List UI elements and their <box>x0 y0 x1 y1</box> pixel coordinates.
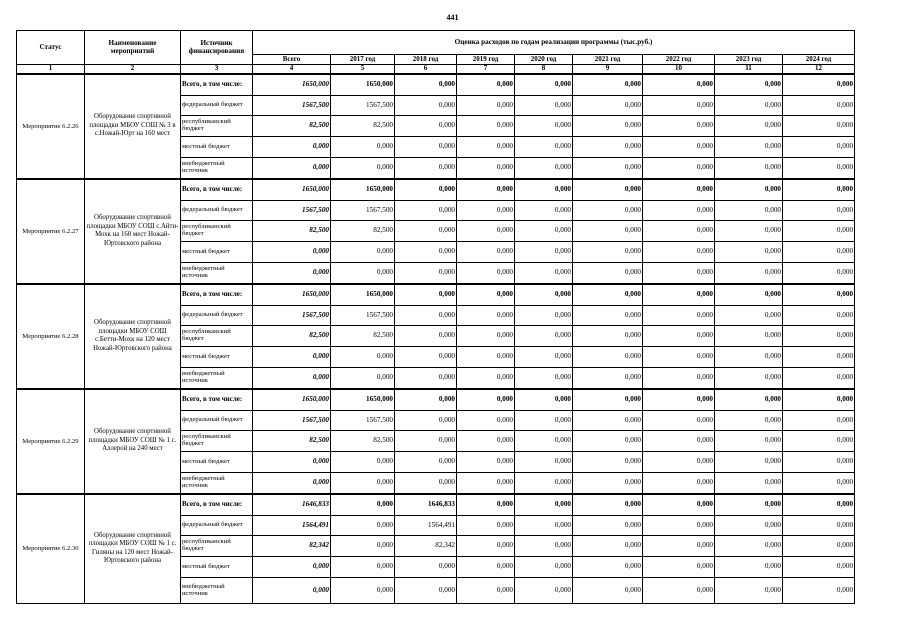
amount-year: 0,000 <box>573 158 643 179</box>
funding-source: внебюджетный источник <box>181 578 253 604</box>
amount-year: 0,000 <box>573 74 643 96</box>
amount-year: 0,000 <box>395 326 457 347</box>
amount-year: 0,000 <box>395 347 457 368</box>
column-number: 12 <box>783 65 855 74</box>
amount-year: 82,500 <box>331 221 395 242</box>
funding-source: федеральный бюджет <box>181 96 253 116</box>
amount-year: 0,000 <box>573 306 643 326</box>
amount-year: 0,000 <box>395 201 457 221</box>
amount-year: 0,000 <box>715 368 783 389</box>
amount-year: 0,000 <box>573 389 643 411</box>
amount-year: 0,000 <box>643 368 715 389</box>
table-row <box>17 74 855 96</box>
amount-year: 0,000 <box>331 263 395 284</box>
amount-year: 0,000 <box>715 74 783 96</box>
column-number: 5 <box>331 65 395 74</box>
amount-year: 0,000 <box>515 473 573 494</box>
amount-year: 0,000 <box>573 137 643 158</box>
measure-status: Мероприятие 6.2.26 <box>17 74 85 179</box>
amount-year: 0,000 <box>715 389 783 411</box>
amount-year: 0,000 <box>643 116 715 137</box>
amount-year: 0,000 <box>515 368 573 389</box>
amount-year: 0,000 <box>457 242 515 263</box>
amount-year: 0,000 <box>457 96 515 116</box>
amount-year: 82,342 <box>395 536 457 557</box>
amount-year: 0,000 <box>573 221 643 242</box>
amount-year: 0,000 <box>715 221 783 242</box>
table-row <box>17 284 855 306</box>
amount-year: 1567,500 <box>331 411 395 431</box>
amount-year: 0,000 <box>783 536 855 557</box>
funding-source: республиканский бюджет <box>181 326 253 347</box>
amount-year: 0,000 <box>395 306 457 326</box>
amount-total: 1650,000 <box>253 74 331 96</box>
amount-year: 0,000 <box>457 137 515 158</box>
amount-year: 0,000 <box>395 158 457 179</box>
amount-year: 0,000 <box>573 473 643 494</box>
amount-year: 0,000 <box>395 96 457 116</box>
header-year: 2023 год <box>715 55 783 65</box>
amount-year: 1650,000 <box>331 179 395 201</box>
amount-year: 0,000 <box>457 557 515 578</box>
measure-name: Оборудование спортивной площадки МБОУ СОШ с.Айти-Мохк на 160 мест Ножай-Юртовского района <box>85 179 181 284</box>
amount-year: 0,000 <box>331 473 395 494</box>
amount-year: 0,000 <box>515 96 573 116</box>
amount-year: 0,000 <box>715 179 783 201</box>
funding-source: Всего, в том числе: <box>181 284 253 306</box>
amount-year: 0,000 <box>395 74 457 96</box>
amount-year: 0,000 <box>643 473 715 494</box>
measure-status: Мероприятие 6.2.27 <box>17 179 85 284</box>
amount-total: 1567,500 <box>253 306 331 326</box>
header-year: 2017 год <box>331 55 395 65</box>
amount-year: 0,000 <box>515 158 573 179</box>
amount-year: 0,000 <box>457 494 515 516</box>
table-row <box>17 494 855 516</box>
amount-year: 0,000 <box>643 96 715 116</box>
amount-year: 0,000 <box>457 263 515 284</box>
amount-year: 0,000 <box>457 221 515 242</box>
amount-year: 0,000 <box>395 411 457 431</box>
amount-year: 0,000 <box>515 116 573 137</box>
amount-year: 0,000 <box>643 347 715 368</box>
amount-year: 0,000 <box>457 578 515 604</box>
amount-year: 0,000 <box>457 326 515 347</box>
amount-total: 1650,000 <box>253 284 331 306</box>
amount-year: 0,000 <box>715 306 783 326</box>
column-number: 9 <box>573 65 643 74</box>
funding-source: местный бюджет <box>181 242 253 263</box>
amount-year: 0,000 <box>457 411 515 431</box>
column-number: 6 <box>395 65 457 74</box>
amount-total: 82,500 <box>253 116 331 137</box>
column-number: 1 <box>17 65 85 74</box>
amount-year: 0,000 <box>515 74 573 96</box>
amount-year: 0,000 <box>715 473 783 494</box>
amount-year: 0,000 <box>783 306 855 326</box>
amount-year: 0,000 <box>643 306 715 326</box>
measure-status: Мероприятие 6.2.30 <box>17 494 85 604</box>
amount-year: 0,000 <box>783 326 855 347</box>
amount-year: 0,000 <box>643 389 715 411</box>
amount-total: 0,000 <box>253 473 331 494</box>
header-year: 2024 год <box>783 55 855 65</box>
amount-total: 82,500 <box>253 221 331 242</box>
amount-year: 0,000 <box>331 242 395 263</box>
amount-year: 0,000 <box>457 452 515 473</box>
amount-total: 0,000 <box>253 137 331 158</box>
amount-year: 1567,500 <box>331 96 395 116</box>
amount-year: 0,000 <box>395 578 457 604</box>
amount-year: 0,000 <box>715 536 783 557</box>
amount-year: 0,000 <box>783 96 855 116</box>
amount-year: 0,000 <box>783 263 855 284</box>
header-year: 2022 год <box>643 55 715 65</box>
amount-year: 0,000 <box>395 452 457 473</box>
amount-year: 0,000 <box>643 284 715 306</box>
amount-year: 0,000 <box>643 557 715 578</box>
table-row <box>17 179 855 201</box>
header-year: 2021 год <box>573 55 643 65</box>
amount-year: 0,000 <box>515 411 573 431</box>
amount-total: 1564,491 <box>253 516 331 536</box>
amount-year: 0,000 <box>573 347 643 368</box>
amount-year: 0,000 <box>515 137 573 158</box>
amount-year: 0,000 <box>457 201 515 221</box>
amount-year: 0,000 <box>783 557 855 578</box>
amount-year: 0,000 <box>395 431 457 452</box>
amount-year: 0,000 <box>715 201 783 221</box>
amount-year: 0,000 <box>715 452 783 473</box>
amount-year: 0,000 <box>515 578 573 604</box>
amount-year: 0,000 <box>643 263 715 284</box>
amount-year: 0,000 <box>573 116 643 137</box>
amount-year: 0,000 <box>783 347 855 368</box>
column-number: 2 <box>85 65 181 74</box>
amount-year: 0,000 <box>331 536 395 557</box>
amount-year: 0,000 <box>515 284 573 306</box>
funding-source: Всего, в том числе: <box>181 389 253 411</box>
amount-year: 0,000 <box>643 137 715 158</box>
amount-year: 0,000 <box>783 179 855 201</box>
amount-year: 0,000 <box>573 284 643 306</box>
amount-year: 0,000 <box>515 536 573 557</box>
amount-year: 0,000 <box>515 557 573 578</box>
amount-year: 0,000 <box>573 242 643 263</box>
amount-year: 0,000 <box>515 347 573 368</box>
page-number: 441 <box>446 13 459 22</box>
amount-total: 0,000 <box>253 557 331 578</box>
amount-total: 0,000 <box>253 368 331 389</box>
amount-year: 0,000 <box>643 431 715 452</box>
amount-year: 0,000 <box>515 242 573 263</box>
amount-year: 0,000 <box>643 158 715 179</box>
amount-year: 0,000 <box>331 578 395 604</box>
amount-year: 0,000 <box>715 347 783 368</box>
amount-year: 0,000 <box>457 158 515 179</box>
funding-source: федеральный бюджет <box>181 411 253 431</box>
amount-year: 0,000 <box>395 284 457 306</box>
amount-year: 0,000 <box>783 201 855 221</box>
amount-year: 0,000 <box>515 201 573 221</box>
amount-year: 0,000 <box>457 306 515 326</box>
amount-year: 0,000 <box>395 116 457 137</box>
amount-total: 82,500 <box>253 326 331 347</box>
amount-year: 0,000 <box>783 242 855 263</box>
funding-source: федеральный бюджет <box>181 201 253 221</box>
amount-year: 0,000 <box>715 284 783 306</box>
amount-year: 1646,833 <box>395 494 457 516</box>
amount-year: 0,000 <box>395 242 457 263</box>
amount-total: 0,000 <box>253 578 331 604</box>
measure-name: Оборудование спортивной площадки МБОУ СОШ № 3 в с.Ножай-Юрт на 160 мест <box>85 74 181 179</box>
amount-year: 0,000 <box>395 137 457 158</box>
measure-name: Оборудование спортивной площадки МБОУ СОШ № 1 с. Аллерой на 240 мест <box>85 389 181 494</box>
amount-total: 82,342 <box>253 536 331 557</box>
amount-year: 0,000 <box>783 137 855 158</box>
amount-year: 0,000 <box>395 263 457 284</box>
measure-name: Оборудование спортивной площадки МБОУ СОШ № 1 с. Гиляны на 120 мест Ножай-Юртовского района <box>85 494 181 604</box>
amount-year: 0,000 <box>457 347 515 368</box>
header-source: Источник финансирования <box>181 31 253 65</box>
amount-year: 0,000 <box>643 221 715 242</box>
amount-year: 0,000 <box>515 179 573 201</box>
amount-year: 0,000 <box>783 368 855 389</box>
amount-year: 0,000 <box>573 431 643 452</box>
amount-year: 0,000 <box>331 516 395 536</box>
amount-year: 0,000 <box>783 411 855 431</box>
header-estimate: Оценка расходов по годам реализации программы (тыс.руб.) <box>253 31 855 55</box>
amount-year: 0,000 <box>457 431 515 452</box>
amount-year: 0,000 <box>715 242 783 263</box>
column-number: 8 <box>515 65 573 74</box>
funding-source: внебюджетный источник <box>181 263 253 284</box>
amount-year: 0,000 <box>643 242 715 263</box>
amount-year: 0,000 <box>395 473 457 494</box>
amount-total: 1650,000 <box>253 389 331 411</box>
header-year: 2019 год <box>457 55 515 65</box>
amount-year: 0,000 <box>715 96 783 116</box>
amount-year: 0,000 <box>783 74 855 96</box>
amount-year: 0,000 <box>573 411 643 431</box>
amount-year: 0,000 <box>573 452 643 473</box>
amount-year: 0,000 <box>783 452 855 473</box>
amount-year: 0,000 <box>643 326 715 347</box>
amount-year: 0,000 <box>515 389 573 411</box>
amount-year: 0,000 <box>715 494 783 516</box>
amount-year: 82,500 <box>331 326 395 347</box>
table-row <box>17 389 855 411</box>
header-name: Наименование мероприятий <box>85 31 181 65</box>
amount-year: 0,000 <box>783 284 855 306</box>
amount-year: 0,000 <box>715 578 783 604</box>
amount-total: 1567,500 <box>253 201 331 221</box>
amount-year: 0,000 <box>457 516 515 536</box>
amount-year: 0,000 <box>395 221 457 242</box>
amount-year: 0,000 <box>643 452 715 473</box>
funding-source: республиканский бюджет <box>181 116 253 137</box>
amount-year: 0,000 <box>783 578 855 604</box>
amount-year: 0,000 <box>515 431 573 452</box>
amount-year: 0,000 <box>783 389 855 411</box>
funding-source: внебюджетный источник <box>181 473 253 494</box>
amount-year: 0,000 <box>331 452 395 473</box>
funding-source: республиканский бюджет <box>181 221 253 242</box>
column-numbers-row <box>17 65 855 74</box>
amount-year: 0,000 <box>331 368 395 389</box>
header-status: Статус <box>17 31 85 65</box>
amount-year: 0,000 <box>457 389 515 411</box>
column-number: 10 <box>643 65 715 74</box>
amount-total: 82,500 <box>253 431 331 452</box>
measure-name: Оборудование спортивной площадки МБОУ СОШ с.Бетти-Мохк на 120 мест Ножай-Юртовского района <box>85 284 181 389</box>
amount-year: 0,000 <box>515 221 573 242</box>
amount-year: 82,500 <box>331 431 395 452</box>
amount-year: 0,000 <box>331 158 395 179</box>
amount-year: 0,000 <box>643 516 715 536</box>
amount-total: 0,000 <box>253 242 331 263</box>
header-year: 2020 год <box>515 55 573 65</box>
measure-status: Мероприятие 6.2.28 <box>17 284 85 389</box>
column-number: 4 <box>253 65 331 74</box>
amount-year: 0,000 <box>395 368 457 389</box>
budget-table <box>16 30 855 604</box>
amount-year: 0,000 <box>395 557 457 578</box>
amount-year: 0,000 <box>515 326 573 347</box>
amount-total: 0,000 <box>253 158 331 179</box>
amount-year: 0,000 <box>715 263 783 284</box>
amount-year: 0,000 <box>573 96 643 116</box>
funding-source: Всего, в том числе: <box>181 494 253 516</box>
funding-source: республиканский бюджет <box>181 536 253 557</box>
funding-source: местный бюджет <box>181 347 253 368</box>
amount-year: 0,000 <box>573 201 643 221</box>
funding-source: местный бюджет <box>181 137 253 158</box>
amount-year: 0,000 <box>573 536 643 557</box>
amount-year: 0,000 <box>457 284 515 306</box>
amount-year: 0,000 <box>715 326 783 347</box>
amount-year: 0,000 <box>715 137 783 158</box>
amount-year: 0,000 <box>715 557 783 578</box>
amount-year: 0,000 <box>783 473 855 494</box>
funding-source: внебюджетный источник <box>181 368 253 389</box>
amount-year: 0,000 <box>515 306 573 326</box>
amount-year: 0,000 <box>573 578 643 604</box>
amount-year: 0,000 <box>643 494 715 516</box>
amount-year: 0,000 <box>643 411 715 431</box>
funding-source: республиканский бюджет <box>181 431 253 452</box>
amount-year: 0,000 <box>643 201 715 221</box>
amount-year: 82,500 <box>331 116 395 137</box>
amount-total: 1567,500 <box>253 96 331 116</box>
amount-total: 1567,500 <box>253 411 331 431</box>
amount-year: 1564,491 <box>395 516 457 536</box>
funding-source: Всего, в том числе: <box>181 74 253 96</box>
amount-year: 0,000 <box>457 116 515 137</box>
amount-year: 0,000 <box>515 494 573 516</box>
amount-year: 0,000 <box>515 452 573 473</box>
header-year: 2018 год <box>395 55 457 65</box>
amount-year: 0,000 <box>331 347 395 368</box>
amount-year: 0,000 <box>715 158 783 179</box>
amount-year: 0,000 <box>331 137 395 158</box>
amount-year: 0,000 <box>573 557 643 578</box>
funding-source: местный бюджет <box>181 557 253 578</box>
header-year: Всего <box>253 55 331 65</box>
funding-source: Всего, в том числе: <box>181 179 253 201</box>
amount-year: 0,000 <box>573 368 643 389</box>
amount-year: 0,000 <box>457 368 515 389</box>
amount-year: 0,000 <box>395 389 457 411</box>
funding-source: внебюджетный источник <box>181 158 253 179</box>
amount-year: 0,000 <box>331 494 395 516</box>
amount-year: 0,000 <box>715 431 783 452</box>
funding-source: федеральный бюджет <box>181 306 253 326</box>
amount-year: 0,000 <box>573 179 643 201</box>
amount-year: 0,000 <box>783 158 855 179</box>
funding-source: местный бюджет <box>181 452 253 473</box>
amount-year: 0,000 <box>715 116 783 137</box>
amount-year: 0,000 <box>515 263 573 284</box>
amount-year: 0,000 <box>783 431 855 452</box>
amount-year: 1567,500 <box>331 201 395 221</box>
amount-year: 0,000 <box>783 516 855 536</box>
amount-year: 0,000 <box>643 578 715 604</box>
amount-year: 0,000 <box>643 536 715 557</box>
amount-year: 0,000 <box>457 473 515 494</box>
column-number: 11 <box>715 65 783 74</box>
amount-year: 0,000 <box>643 179 715 201</box>
amount-year: 0,000 <box>573 494 643 516</box>
amount-total: 1650,000 <box>253 179 331 201</box>
amount-total: 0,000 <box>253 263 331 284</box>
amount-total: 1646,833 <box>253 494 331 516</box>
amount-year: 0,000 <box>457 74 515 96</box>
amount-year: 0,000 <box>783 221 855 242</box>
amount-year: 0,000 <box>457 179 515 201</box>
column-number: 7 <box>457 65 515 74</box>
amount-year: 0,000 <box>331 557 395 578</box>
amount-year: 0,000 <box>395 179 457 201</box>
amount-year: 0,000 <box>715 411 783 431</box>
amount-year: 0,000 <box>573 516 643 536</box>
measure-status: Мероприятие 6.2.29 <box>17 389 85 494</box>
column-number: 3 <box>181 65 253 74</box>
amount-year: 1650,000 <box>331 74 395 96</box>
amount-year: 0,000 <box>715 516 783 536</box>
amount-year: 0,000 <box>783 494 855 516</box>
amount-year: 0,000 <box>573 326 643 347</box>
amount-year: 0,000 <box>643 74 715 96</box>
amount-year: 0,000 <box>573 263 643 284</box>
funding-source: федеральный бюджет <box>181 516 253 536</box>
table-body <box>17 74 855 604</box>
amount-year: 1650,000 <box>331 284 395 306</box>
amount-year: 1650,000 <box>331 389 395 411</box>
amount-total: 0,000 <box>253 347 331 368</box>
amount-year: 0,000 <box>515 516 573 536</box>
amount-year: 1567,500 <box>331 306 395 326</box>
amount-year: 0,000 <box>783 116 855 137</box>
amount-total: 0,000 <box>253 452 331 473</box>
amount-year: 0,000 <box>457 536 515 557</box>
